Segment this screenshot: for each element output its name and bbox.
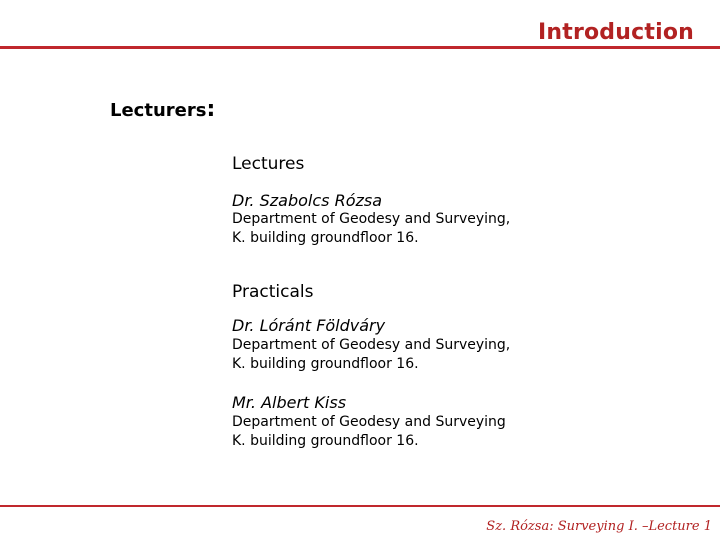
- lecturer-name: Mr. Albert Kiss: [232, 393, 347, 412]
- lecturer-department: [232, 210, 652, 248]
- lecturers-label: Lecturers: [110, 100, 207, 121]
- footer-caption: Sz. Rózsa: Surveying I. –Lecture 1: [486, 519, 712, 534]
- lecturer-department: [232, 413, 652, 451]
- room-line: K. building groundfloor 16.: [232, 433, 419, 449]
- page-title: Introduction: [537, 20, 694, 45]
- department-line: Department of Geodesy and Surveying,: [232, 337, 511, 353]
- header-divider: [0, 46, 720, 49]
- lecturer-name: Dr. Szabolcs Rózsa: [232, 191, 383, 210]
- lecturers-colon: :: [206, 97, 216, 122]
- footer-divider: [0, 505, 720, 507]
- department-line: Department of Geodesy and Surveying,: [232, 211, 511, 227]
- room-line: K. building groundfloor 16.: [232, 230, 419, 246]
- lecturer-name: Dr. Lóránt Földváry: [232, 316, 386, 335]
- department-line: Department of Geodesy and Surveying: [232, 414, 506, 430]
- room-line: K. building groundfloor 16.: [232, 356, 419, 372]
- lecturers-heading: [110, 97, 215, 122]
- practicals-heading: Practicals: [232, 282, 314, 302]
- lecturer-department: [232, 336, 652, 374]
- lectures-heading: Lectures: [232, 154, 305, 174]
